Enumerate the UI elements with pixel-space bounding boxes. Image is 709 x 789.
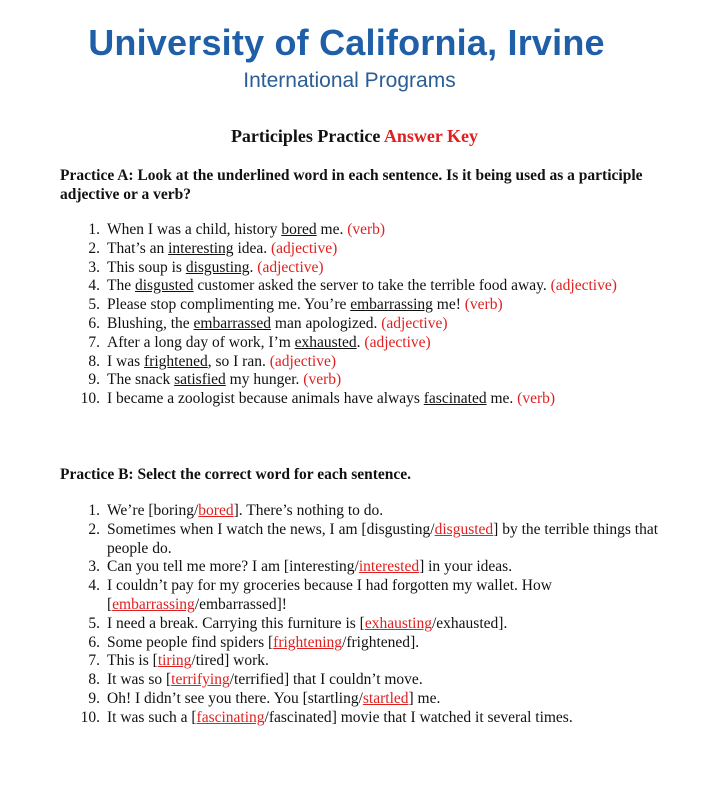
sentence-after: ] me.	[408, 689, 441, 707]
sentence-after: me.	[486, 390, 518, 408]
answer-label: (adjective)	[550, 277, 617, 295]
item-text	[107, 353, 660, 372]
item-number: 8.	[88, 352, 100, 370]
practice-a-item	[60, 277, 660, 296]
sentence-after: ].	[498, 614, 508, 632]
item-text	[107, 652, 660, 671]
sentence-after: idea.	[233, 239, 272, 257]
practice-b-item	[60, 652, 660, 671]
underlined-word: disgusted	[134, 277, 194, 295]
practice-a-item	[60, 259, 660, 278]
practice-b-item	[60, 558, 660, 577]
sentence-before: Oh! I didn’t see you there. You [	[107, 689, 308, 707]
underlined-word: embarrassing	[350, 296, 433, 314]
item-number: 5.	[88, 296, 100, 314]
option-separator: /	[191, 652, 196, 670]
option-separator: /	[193, 502, 199, 519]
practice-b-item	[60, 521, 660, 559]
document-header	[0, 22, 709, 94]
sentence-before: I couldn’t pay for my groceries because I had forgotten my wallet. How [	[107, 577, 552, 613]
option-separator: /	[229, 671, 235, 689]
underlined-word: disgusting	[185, 258, 250, 276]
sentence-before: When I was a child, history	[107, 221, 282, 238]
correct-option: fascinating	[196, 708, 265, 726]
item-text	[107, 521, 660, 559]
sentence-after: man apologized.	[271, 314, 382, 332]
item-number: 6.	[88, 633, 100, 651]
item-text	[107, 371, 660, 390]
option: interesting	[289, 558, 355, 576]
sentence-after: ]!	[276, 595, 287, 613]
sentence-before: Sometimes when I watch the news, I am [	[107, 520, 367, 538]
item-number: 8.	[88, 671, 100, 689]
item-text	[107, 259, 660, 278]
item-number: 1.	[88, 221, 100, 238]
item-number: 3.	[88, 558, 100, 576]
sentence-before: We’re [	[107, 502, 154, 519]
answer-label: (adjective)	[257, 258, 324, 276]
correct-option: terrifying	[171, 671, 230, 689]
item-number: 4.	[88, 277, 100, 295]
item-text	[107, 634, 660, 653]
practice-a-item	[60, 315, 660, 334]
practice-b-item	[60, 634, 660, 653]
item-number: 3.	[88, 258, 100, 276]
practice-a-item	[60, 390, 660, 409]
item-text	[107, 390, 660, 409]
option: boring	[153, 502, 194, 519]
sentence-before: I was	[107, 352, 145, 370]
sentence-after: .	[249, 258, 258, 276]
underlined-word: bored	[281, 221, 317, 238]
underlined-word: frightened	[144, 352, 208, 370]
sentence-after: ] in your ideas.	[419, 558, 513, 576]
sentence-before: The	[107, 277, 135, 295]
sentence-before: It was such a [	[107, 708, 197, 726]
item-number: 2.	[88, 520, 100, 538]
practice-a-item	[60, 353, 660, 372]
practice-b-item	[60, 690, 660, 709]
practice-a-item	[60, 240, 660, 259]
department-name: International Programs	[243, 69, 456, 92]
sentence-before: Can you tell me more? I am [	[107, 558, 290, 576]
correct-option: bored	[198, 502, 234, 519]
item-number: 5.	[88, 614, 100, 632]
sentence-before: Please stop complimenting me. You’re	[107, 296, 351, 314]
sentence-before: I need a break. Carrying this furniture is [	[107, 614, 365, 632]
option: startling	[307, 689, 359, 707]
practice-b-item	[60, 577, 660, 615]
sentence-before: This soup is	[107, 258, 186, 276]
answer-label: (adjective)	[271, 239, 338, 257]
correct-option: embarrassing	[112, 595, 195, 613]
title-main: Participles Practice	[230, 126, 381, 146]
sentence-after: customer asked the server to take the terrible food away.	[193, 277, 551, 295]
item-text	[107, 558, 660, 577]
option-separator: /	[358, 689, 363, 707]
item-text	[107, 502, 660, 521]
item-number: 2.	[88, 239, 100, 257]
item-number: 6.	[88, 314, 100, 332]
sentence-after: me.	[316, 221, 348, 238]
sentence-after: ] movie that I watched it several times.	[331, 708, 573, 726]
option: disgusting	[366, 520, 431, 538]
sentence-after: ]. There’s nothing to do.	[233, 502, 384, 519]
underlined-word: exhausted	[294, 333, 357, 351]
correct-option: startled	[362, 689, 409, 707]
item-number: 9.	[88, 689, 100, 707]
correct-option: frightening	[273, 633, 343, 651]
option: terrified	[234, 671, 284, 689]
option-separator: /	[430, 520, 435, 538]
item-text	[107, 240, 660, 259]
answer-label: (verb)	[464, 296, 503, 314]
practice-a-item	[60, 296, 660, 315]
item-text	[107, 615, 660, 634]
sentence-after: .	[356, 333, 365, 351]
sentence-before: After a long day of work, I’m	[107, 333, 295, 351]
practice-a-item	[60, 221, 660, 240]
correct-option: disgusted	[434, 520, 494, 538]
item-text	[107, 671, 660, 690]
answer-label: (adjective)	[269, 352, 336, 370]
item-number: 4.	[88, 577, 100, 595]
answer-label: (verb)	[303, 371, 342, 389]
sentence-after: ] work.	[224, 652, 269, 670]
practice-b-item	[60, 709, 660, 728]
option: fascinated	[268, 708, 332, 726]
sentence-after: , so I ran.	[207, 352, 270, 370]
item-text	[107, 277, 660, 296]
practice-b-item	[60, 671, 660, 690]
practice-a-item	[60, 334, 660, 353]
sentence-before: Blushing, the	[107, 314, 194, 332]
underlined-word: embarrassed	[193, 314, 272, 332]
practice-a-instructions: Practice A: Look at the underlined word in each sentence. Is it being used as a participle adjective or a verb?	[60, 167, 643, 203]
option: exhausted	[436, 614, 499, 632]
item-text	[107, 709, 660, 728]
sentence-before: This is [	[107, 652, 158, 670]
answer-label: (verb)	[347, 221, 386, 238]
item-text	[107, 296, 660, 315]
practice-b-instructions: Practice B: Select the correct word for each sentence.	[60, 466, 412, 483]
sentence-after: ] that I couldn’t move.	[283, 671, 423, 689]
practice-b-item	[60, 615, 660, 634]
sentence-before: Some people find spiders [	[107, 633, 274, 651]
option: tired	[195, 652, 225, 670]
option-separator: /	[194, 595, 200, 613]
answer-label: (adjective)	[381, 314, 448, 332]
correct-option: interested	[358, 558, 420, 576]
sentence-after: my hunger.	[225, 371, 304, 389]
item-number: 1.	[88, 502, 100, 519]
sentence-before: The snack	[107, 371, 175, 389]
underlined-word: interesting	[168, 239, 234, 257]
sentence-after: ] by the terrible things that people do.	[107, 520, 659, 557]
title-answer-key: Answer Key	[383, 126, 479, 146]
option-separator: /	[264, 708, 269, 726]
sentence-before: It was so [	[107, 671, 172, 689]
sentence-before: I became a zoologist because animals have always	[107, 390, 424, 408]
university-name: University of California, Irvine	[88, 22, 605, 63]
item-text	[107, 334, 660, 353]
answer-label: (adjective)	[364, 333, 431, 351]
item-text	[107, 690, 660, 709]
correct-option: tiring	[157, 652, 192, 670]
sentence-after: me!	[432, 296, 465, 314]
page-title	[0, 125, 709, 147]
item-number: 7.	[88, 333, 100, 351]
sentence-before: That’s an	[107, 239, 169, 257]
sentence-after: ].	[410, 633, 420, 651]
practice-b-list	[60, 502, 660, 728]
option: embarrassed	[199, 595, 277, 613]
item-text	[107, 315, 660, 334]
option-separator: /	[342, 633, 347, 651]
underlined-word: satisfied	[174, 371, 226, 389]
practice-b-item	[60, 502, 660, 521]
item-number: 10.	[80, 390, 100, 408]
item-number: 9.	[88, 371, 100, 389]
item-number: 10.	[80, 708, 100, 726]
item-text	[107, 577, 660, 615]
underlined-word: fascinated	[423, 390, 487, 408]
option-separator: /	[354, 558, 359, 576]
option-separator: /	[431, 614, 437, 632]
practice-a-list	[60, 221, 660, 409]
correct-option: exhausting	[364, 614, 432, 632]
answer-label: (verb)	[517, 390, 556, 408]
practice-a-item	[60, 371, 660, 390]
item-number: 7.	[88, 652, 100, 670]
item-text	[107, 221, 660, 240]
option: frightened	[346, 633, 411, 651]
